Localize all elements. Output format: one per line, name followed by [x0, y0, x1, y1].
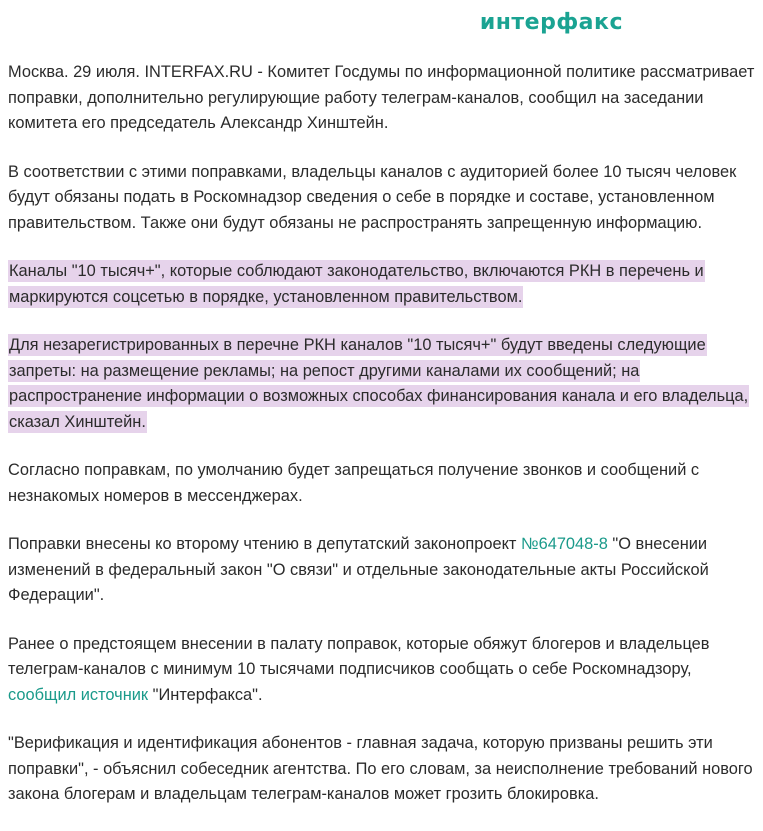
paragraph-1: Москва. 29 июля. INTERFAX.RU - Комитет Госдумы по информационной политике рассматривает поправки, дополнительно регулирующие работу телеграм-каналов, сообщил на заседании комитета его председатель Александр Хинштейн. — [8, 63, 755, 132]
paragraph-6-text-start: Поправки внесены ко второму чтению в депутатский законопроект — [8, 535, 521, 553]
paragraph-5: Согласно поправкам, по умолчанию будет запрещаться получение звонков и сообщений с незнакомых номеров в мессенджерах. — [8, 461, 700, 505]
bill-number-link[interactable]: №647048-8 — [521, 535, 608, 553]
paragraph-7 — [8, 632, 760, 709]
paragraph-2: В соответствии с этими поправками, владельцы каналов с аудиторией более 10 тысяч человек будут обязаны подать в Роскомнадзор сведения о себе в порядке и составе, установленном правительством. Также они будут обязаны не распространять запрещенную информацию. — [8, 162, 737, 232]
paragraph-8: "Верификация и идентификация абонентов - главная задача, которую призваны решить эти поправки", - объяснил собеседник агентства. По его словам, за неисполнение требований нового закона блогерам и владельцам телеграм-каналов может грозить блокировка. — [8, 734, 753, 803]
source-link[interactable]: сообщил источник — [8, 685, 149, 704]
paragraph-7-text-end: "Интерфакса". — [148, 685, 263, 704]
paragraph-4 — [8, 333, 760, 435]
highlighted-text: Для незарегистрированных в перечне РКН каналов "10 тысяч+" будут введены следующие запреты: на размещение рекламы; на репост другими каналами их сообщений; на распространение информации о возможных способах финансирования канала и его владельца, сказал Хинштейн. — [9, 336, 749, 431]
highlighted-text: Каналы "10 тысяч+", которые соблюдают законодательство, включаются РКН в перечень и маркируются соцсетью в порядке, установленном правительством. — [9, 262, 704, 306]
paragraph-6-text-end: "О внесении изменений в федеральный закон "О связи" и отдельные законодательные акты Российской Федерации". — [8, 535, 709, 604]
paragraph-6 — [8, 532, 760, 609]
paragraph-7-text-start: Ранее о предстоящем внесении в палату поправок, которые обяжут блогеров и владельцев телеграм-каналов с минимум 10 тысячами подписчиков сообщать о себе Роскомнадзору, — [8, 634, 710, 678]
paragraph-3 — [8, 259, 760, 310]
article-body — [8, 60, 760, 831]
interfax-logo[interactable]: интерфакс — [479, 10, 623, 35]
